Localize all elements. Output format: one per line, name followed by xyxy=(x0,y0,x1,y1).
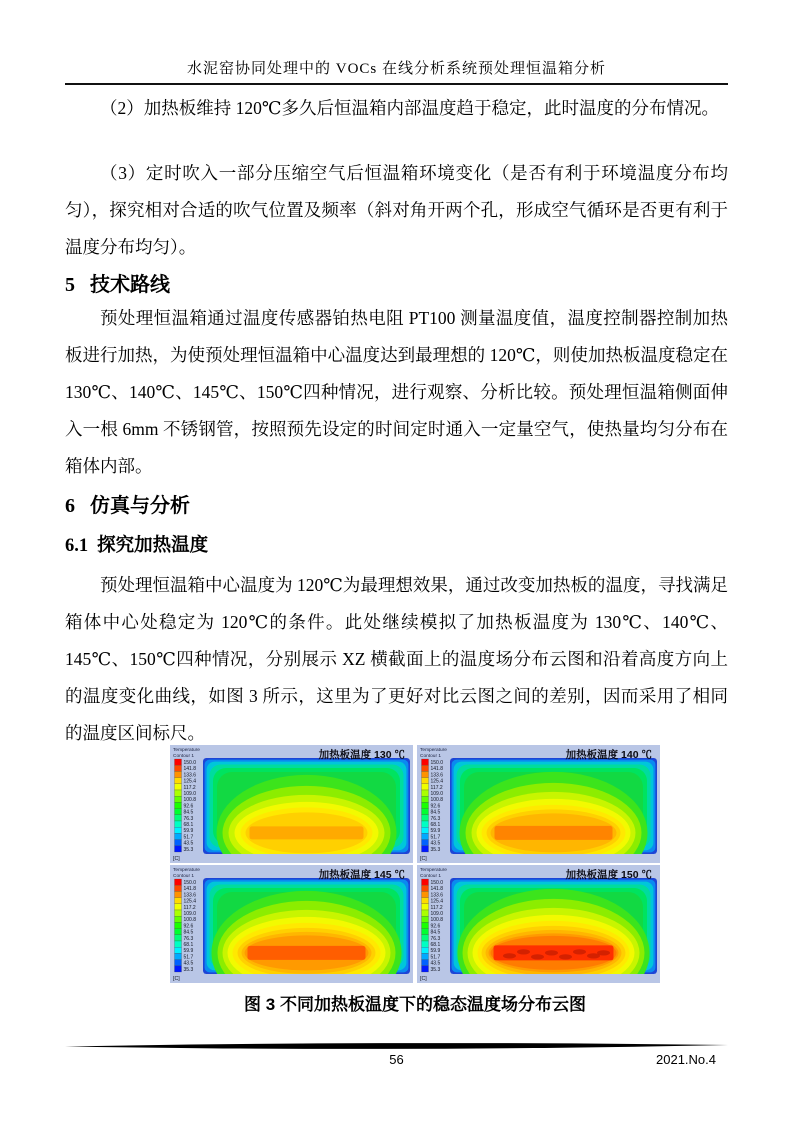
legend-level-label: 59.9 xyxy=(183,828,194,835)
legend-level-label: 141.8 xyxy=(183,886,197,893)
legend-title: Temperature xyxy=(420,748,447,753)
legend-title: Temperature xyxy=(173,868,200,873)
legend-color-band xyxy=(175,759,182,765)
legend-color-band xyxy=(175,821,182,827)
legend-level-label: 100.8 xyxy=(430,917,444,924)
legend-color-band xyxy=(422,904,429,910)
legend-level-label: 117.2 xyxy=(183,904,196,911)
legend-color-band xyxy=(175,898,182,904)
legend-color-band xyxy=(422,960,429,966)
legend-color-band xyxy=(422,922,429,928)
legend-level-label: 35.3 xyxy=(183,966,194,973)
legend-color-band xyxy=(175,891,182,897)
legend-color-band xyxy=(175,840,182,846)
heating-plate xyxy=(248,946,366,960)
legend-level-label: 133.6 xyxy=(430,772,444,779)
legend-level-label: 43.5 xyxy=(183,960,194,967)
temperature-field xyxy=(450,878,657,983)
legend-level-label: 51.7 xyxy=(183,834,194,841)
legend-color-band xyxy=(422,809,429,815)
legend-color-band xyxy=(175,778,182,784)
legend-level-label: 84.5 xyxy=(183,929,194,936)
panel-title: 加热板温度 130 ℃ xyxy=(318,749,405,761)
legend-level-label: 68.1 xyxy=(183,822,194,828)
legend-color-band xyxy=(422,784,429,790)
legend-color-band xyxy=(175,935,182,941)
legend-color-band xyxy=(422,846,429,852)
legend-level-label: 117.2 xyxy=(183,784,196,791)
contour-panel-130 xyxy=(170,745,413,863)
legend-color-band xyxy=(422,790,429,796)
figure-3-contour-grid xyxy=(170,745,662,983)
legend-color-band xyxy=(422,935,429,941)
legend-level-label: 92.6 xyxy=(183,923,194,930)
footer-rule-bar xyxy=(65,1042,728,1052)
legend-color-band xyxy=(175,885,182,891)
legend-level-label: 59.9 xyxy=(183,948,194,955)
temperature-field xyxy=(203,758,410,863)
legend-title: Temperature xyxy=(173,748,200,753)
header-rule xyxy=(65,83,728,85)
section-5-number: 5 xyxy=(65,274,75,296)
legend-level-label: 59.9 xyxy=(430,828,441,835)
heating-plate xyxy=(495,826,613,840)
legend-color-band xyxy=(422,833,429,839)
legend-level-label: 117.2 xyxy=(430,904,443,911)
legend-unit-label: [C] xyxy=(173,856,180,862)
section-5-paragraph: 预处理恒温箱通过温度传感器铂热电阻 PT100 测量温度值，温度控制器控制加热板进行加热，为使预处理恒温箱中心温度达到最理想的 120℃，则使加热板温度稳定在 130℃、140℃、145℃、150℃四种情况，进行观察、分析比较。预处理恒温箱侧面伸入一根 6mm 不锈钢管，按照预先设定的时间定时通入一定量空气，使热量均匀分布在箱体内部。 xyxy=(65,308,728,476)
legend-color-band xyxy=(422,891,429,897)
legend-level-label: 141.8 xyxy=(430,766,444,773)
contour-panel-150 xyxy=(417,865,660,983)
running-head-title: 水泥窑协同处理中的 VOCs 在线分析系统预处理恒温箱分析 xyxy=(186,61,606,77)
section-6-number: 6 xyxy=(65,495,75,517)
legend-color-band xyxy=(175,790,182,796)
legend-level-label: 100.8 xyxy=(183,917,197,924)
legend-unit-label: [C] xyxy=(420,856,427,862)
legend-color-band xyxy=(422,796,429,802)
legend-level-label: 92.6 xyxy=(430,923,441,930)
legend-level-label: 109.0 xyxy=(183,791,197,797)
footer xyxy=(65,1052,728,1070)
svg-text:Contour 1: Contour 1 xyxy=(173,754,195,759)
svg-text:Contour 1: Contour 1 xyxy=(420,874,442,879)
panel-title: 加热板温度 140 ℃ xyxy=(565,749,652,761)
legend-color-band xyxy=(175,916,182,922)
legend-level-label: 76.3 xyxy=(430,815,441,822)
section-5-title: 技术路线 xyxy=(90,274,170,296)
legend-color-band xyxy=(422,885,429,891)
legend-color-band xyxy=(422,778,429,784)
legend-level-label: 51.7 xyxy=(183,954,194,961)
legend-unit-label: [C] xyxy=(173,976,180,982)
legend-color-band xyxy=(175,833,182,839)
legend-level-label: 43.5 xyxy=(183,840,194,847)
legend-color-band xyxy=(422,879,429,885)
legend-color-band xyxy=(175,929,182,935)
legend-color-band xyxy=(422,910,429,916)
legend-level-label: 125.4 xyxy=(430,898,444,905)
legend-level-label: 100.8 xyxy=(430,797,444,804)
legend-level-label: 133.6 xyxy=(430,892,444,899)
legend-color-band xyxy=(175,966,182,972)
legend-color-band xyxy=(422,947,429,953)
legend-color-band xyxy=(175,827,182,833)
legend-color-band xyxy=(422,802,429,808)
section-5-heading xyxy=(65,268,728,297)
legend-level-label: 125.4 xyxy=(183,898,197,905)
legend-color-band xyxy=(175,941,182,947)
legend-color-band xyxy=(422,916,429,922)
legend-level-label: 84.5 xyxy=(183,809,194,816)
legend-level-label: 76.3 xyxy=(183,815,194,822)
legend-level-label: 76.3 xyxy=(183,935,194,942)
section-6-1-heading xyxy=(65,531,728,557)
legend-level-label: 109.0 xyxy=(430,791,444,797)
section-6-title: 仿真与分析 xyxy=(90,495,190,517)
legend-level-label: 43.5 xyxy=(430,840,441,847)
legend-color-band xyxy=(422,953,429,959)
legend-level-label: 51.7 xyxy=(430,954,441,961)
legend-color-band xyxy=(175,796,182,802)
legend-level-label: 117.2 xyxy=(430,784,443,791)
legend-color-band xyxy=(422,898,429,904)
legend-level-label: 109.0 xyxy=(183,911,197,917)
paragraph-item-2: （2）加热板维持 120℃多久后恒温箱内部温度趋于稳定，此时温度的分布情况。 xyxy=(100,98,719,118)
legend-level-label: 43.5 xyxy=(430,960,441,967)
legend-color-band xyxy=(175,960,182,966)
legend-level-label: 35.3 xyxy=(183,846,194,853)
legend-color-band xyxy=(175,809,182,815)
legend-color-band xyxy=(422,966,429,972)
contour-panel-145 xyxy=(170,865,413,983)
legend-color-band xyxy=(175,947,182,953)
legend-color-band xyxy=(422,827,429,833)
legend-level-label: 92.6 xyxy=(183,803,194,810)
legend-level-label: 68.1 xyxy=(430,822,441,828)
legend-level-label: 84.5 xyxy=(430,809,441,816)
legend-level-label: 150.0 xyxy=(183,760,197,766)
legend-color-band xyxy=(175,922,182,928)
legend-level-label: 76.3 xyxy=(430,935,441,942)
legend-title: Temperature xyxy=(420,868,447,873)
legend-level-label: 141.8 xyxy=(183,766,197,773)
legend-level-label: 68.1 xyxy=(430,942,441,948)
legend-level-label: 150.0 xyxy=(430,760,444,766)
panel-title: 加热板温度 150 ℃ xyxy=(565,869,652,881)
legend-color-band xyxy=(422,765,429,771)
legend-level-label: 150.0 xyxy=(183,880,197,886)
legend-level-label: 100.8 xyxy=(183,797,197,804)
temperature-field xyxy=(203,878,410,983)
legend-color-band xyxy=(422,815,429,821)
section-6-1-title: 探究加热温度 xyxy=(97,534,209,555)
legend-level-label: 109.0 xyxy=(430,911,444,917)
legend-level-label: 35.3 xyxy=(430,846,441,853)
contour-panel-140 xyxy=(417,745,660,863)
legend-color-band xyxy=(422,929,429,935)
svg-text:Contour 1: Contour 1 xyxy=(420,754,442,759)
legend-level-label: 92.6 xyxy=(430,803,441,810)
legend-level-label: 35.3 xyxy=(430,966,441,973)
issue-label: 2021.No.4 xyxy=(656,1052,716,1067)
legend-color-band xyxy=(422,771,429,777)
legend-level-label: 125.4 xyxy=(183,778,197,785)
legend-color-band xyxy=(175,910,182,916)
legend-level-label: 133.6 xyxy=(183,772,197,779)
panel-title: 加热板温度 145 ℃ xyxy=(318,869,405,881)
legend-color-band xyxy=(175,765,182,771)
section-6-heading xyxy=(65,489,728,518)
legend-color-band xyxy=(175,879,182,885)
temperature-field xyxy=(450,758,657,863)
legend-color-band xyxy=(422,840,429,846)
legend-color-band xyxy=(422,941,429,947)
legend-level-label: 133.6 xyxy=(183,892,197,899)
figure-3-caption: 图 3 不同加热板温度下的稳态温度场分布云图 xyxy=(244,995,586,1014)
heating-plate xyxy=(250,826,364,839)
legend-color-band xyxy=(422,759,429,765)
paragraph-item-3: （3）定时吹入一部分压缩空气后恒温箱环境变化（是否有利于环境温度分布均匀），探究相对合适的吹气位置及频率（斜对角开两个孔，形成空气循环是否更有利于温度分布均匀）。 xyxy=(65,163,728,257)
legend-color-band xyxy=(175,802,182,808)
legend-level-label: 68.1 xyxy=(183,942,194,948)
legend-level-label: 84.5 xyxy=(430,929,441,936)
legend-level-label: 59.9 xyxy=(430,948,441,955)
svg-text:Contour 1: Contour 1 xyxy=(173,874,195,879)
legend-color-band xyxy=(175,953,182,959)
section-6-1-number: 6.1 xyxy=(65,536,89,556)
legend-color-band xyxy=(175,771,182,777)
legend-color-band xyxy=(175,815,182,821)
legend-level-label: 141.8 xyxy=(430,886,444,893)
legend-level-label: 150.0 xyxy=(430,880,444,886)
section-6-1-paragraph: 预处理恒温箱中心温度为 120℃为最理想效果，通过改变加热板的温度，寻找满足箱体中心处稳定为 120℃的条件。此处继续模拟了加热板温度为 130℃、140℃、145℃、150℃四种情况，分别展示 XZ 横截面上的温度场分布云图和沿着高度方向上的温度变化曲线，如图 3 所示，这里为了更好对比云图之间的差别，因而采用了相同的温度区间标尺。 xyxy=(65,575,728,743)
legend-level-label: 51.7 xyxy=(430,834,441,841)
legend-color-band xyxy=(175,846,182,852)
page-number: 56 xyxy=(389,1052,404,1067)
legend-color-band xyxy=(175,784,182,790)
legend-color-band xyxy=(175,904,182,910)
legend-level-label: 125.4 xyxy=(430,778,444,785)
legend-unit-label: [C] xyxy=(420,976,427,982)
legend-color-band xyxy=(422,821,429,827)
